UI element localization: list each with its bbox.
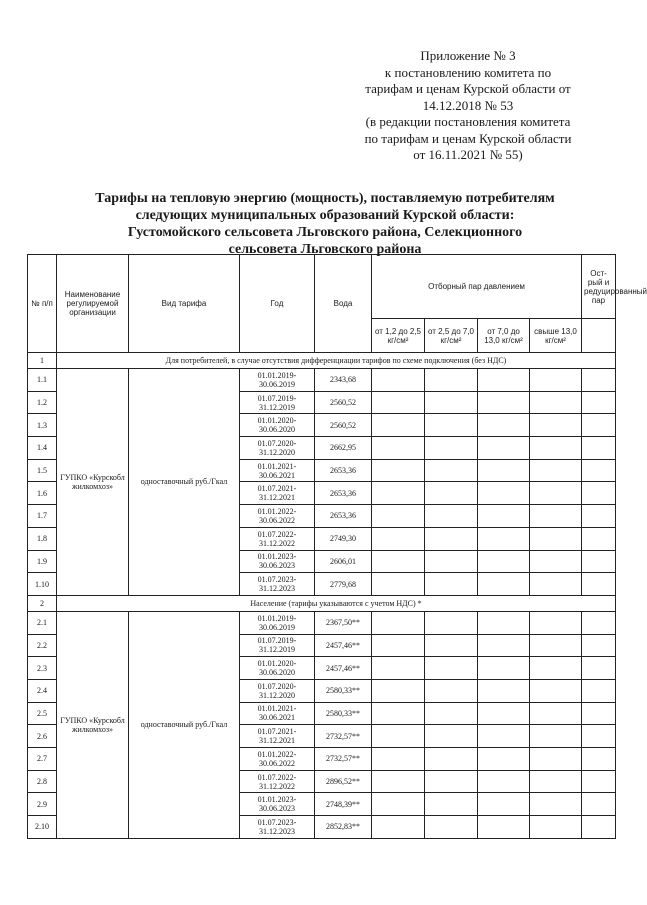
row-empty-cell bbox=[425, 679, 478, 702]
row-empty-cell bbox=[372, 634, 425, 657]
row-empty-cell bbox=[372, 527, 425, 550]
row-empty-cell bbox=[582, 391, 616, 414]
row-empty-cell bbox=[425, 657, 478, 680]
row-water-value: 2367,50** bbox=[315, 611, 372, 634]
row-empty-cell bbox=[425, 816, 478, 839]
row-num: 1.7 bbox=[28, 505, 57, 528]
appendix-line: тарифам и ценам Курской области от bbox=[365, 81, 571, 96]
row-empty-cell bbox=[530, 793, 582, 816]
row-num: 2.8 bbox=[28, 770, 57, 793]
row-empty-cell bbox=[425, 611, 478, 634]
row-empty-cell bbox=[425, 793, 478, 816]
row-empty-cell bbox=[425, 369, 478, 392]
row-empty-cell bbox=[530, 611, 582, 634]
row-water-value: 2749,30 bbox=[315, 527, 372, 550]
row-num: 2.4 bbox=[28, 679, 57, 702]
row-empty-cell bbox=[582, 657, 616, 680]
row-water-value: 2653,36 bbox=[315, 505, 372, 528]
header-steam: Отборный пар давлением bbox=[372, 255, 582, 319]
row-empty-cell bbox=[582, 482, 616, 505]
row-empty-cell bbox=[425, 573, 478, 596]
row-empty-cell bbox=[478, 437, 530, 460]
row-empty-cell bbox=[372, 748, 425, 771]
row-period: 01.01.2023-30.06.2023 bbox=[240, 793, 315, 816]
row-empty-cell bbox=[425, 437, 478, 460]
tariff-kind: одноставочный руб./Гкал bbox=[129, 611, 240, 838]
row-period: 01.01.2021-30.06.2021 bbox=[240, 459, 315, 482]
row-num: 1.8 bbox=[28, 527, 57, 550]
appendix-line: от 16.11.2021 № 55) bbox=[413, 147, 523, 162]
row-empty-cell bbox=[425, 748, 478, 771]
row-empty-cell bbox=[478, 369, 530, 392]
row-water-value: 2662,95 bbox=[315, 437, 372, 460]
row-water-value: 2779,68 bbox=[315, 573, 372, 596]
row-empty-cell bbox=[372, 573, 425, 596]
row-empty-cell bbox=[582, 634, 616, 657]
row-num: 1.10 bbox=[28, 573, 57, 596]
row-empty-cell bbox=[425, 505, 478, 528]
row-empty-cell bbox=[582, 369, 616, 392]
row-empty-cell bbox=[372, 414, 425, 437]
row-num: 1.6 bbox=[28, 482, 57, 505]
row-num: 1.4 bbox=[28, 437, 57, 460]
row-empty-cell bbox=[372, 725, 425, 748]
row-empty-cell bbox=[425, 770, 478, 793]
row-empty-cell bbox=[478, 770, 530, 793]
header-org: Наименование регулируемой организации bbox=[57, 255, 129, 353]
row-empty-cell bbox=[582, 793, 616, 816]
row-empty-cell bbox=[478, 482, 530, 505]
row-empty-cell bbox=[582, 748, 616, 771]
header-sharp-steam: Ост-рый и редуцированный пар bbox=[582, 255, 616, 319]
row-empty-cell bbox=[372, 391, 425, 414]
row-empty-cell bbox=[372, 369, 425, 392]
row-empty-cell bbox=[530, 459, 582, 482]
row-empty-cell bbox=[478, 550, 530, 573]
appendix-line: (в редакции постановления комитета bbox=[365, 114, 571, 129]
row-period: 01.07.2023-31.12.2023 bbox=[240, 573, 315, 596]
row-empty-cell bbox=[530, 816, 582, 839]
row-empty-cell bbox=[372, 770, 425, 793]
row-period: 01.01.2022-30.06.2022 bbox=[240, 748, 315, 771]
row-num: 2.5 bbox=[28, 702, 57, 725]
row-water-value: 2896,52** bbox=[315, 770, 372, 793]
row-num: 1.1 bbox=[28, 369, 57, 392]
row-empty-cell bbox=[478, 505, 530, 528]
row-empty-cell bbox=[530, 550, 582, 573]
row-num: 2.2 bbox=[28, 634, 57, 657]
row-period: 01.07.2022-31.12.2022 bbox=[240, 527, 315, 550]
organization-name: ГУПКО «Курскобл жилкомхоз» bbox=[57, 369, 129, 596]
row-empty-cell bbox=[582, 550, 616, 573]
row-empty-cell bbox=[530, 437, 582, 460]
row-empty-cell bbox=[425, 725, 478, 748]
row-empty-cell bbox=[372, 482, 425, 505]
section-row bbox=[28, 353, 616, 369]
header-year: Год bbox=[240, 255, 315, 353]
header-pressure-4: свыше 13,0 кг/см² bbox=[530, 319, 582, 353]
organization-name: ГУПКО «Курскобл жилкомхоз» bbox=[57, 611, 129, 838]
section-label: Население (тарифы указываются с учетом НДС) * bbox=[57, 595, 616, 611]
row-empty-cell bbox=[372, 611, 425, 634]
row-period: 01.01.2020-30.06.2020 bbox=[240, 657, 315, 680]
section-num: 2 bbox=[28, 595, 57, 611]
row-empty-cell bbox=[425, 527, 478, 550]
row-water-value: 2560,52 bbox=[315, 414, 372, 437]
row-empty-cell bbox=[530, 770, 582, 793]
row-empty-cell bbox=[425, 634, 478, 657]
row-empty-cell bbox=[582, 770, 616, 793]
row-empty-cell bbox=[478, 679, 530, 702]
header-water: Вода bbox=[315, 255, 372, 353]
row-empty-cell bbox=[582, 527, 616, 550]
row-num: 1.9 bbox=[28, 550, 57, 573]
row-water-value: 2560,52 bbox=[315, 391, 372, 414]
row-num: 2.1 bbox=[28, 611, 57, 634]
row-water-value: 2343,68 bbox=[315, 369, 372, 392]
row-empty-cell bbox=[372, 505, 425, 528]
row-empty-cell bbox=[372, 702, 425, 725]
section-label: Для потребителей, в случае отсутствия дифференциации тарифов по схеме подключения (без НДС) bbox=[57, 353, 616, 369]
row-empty-cell bbox=[582, 573, 616, 596]
row-empty-cell bbox=[582, 816, 616, 839]
tariff-table bbox=[27, 254, 647, 839]
row-period: 01.07.2023-31.12.2023 bbox=[240, 816, 315, 839]
row-empty-cell bbox=[530, 573, 582, 596]
row-empty-cell bbox=[478, 793, 530, 816]
row-empty-cell bbox=[530, 657, 582, 680]
appendix-line: 14.12.2018 № 53 bbox=[422, 97, 514, 113]
appendix-reference bbox=[318, 48, 618, 164]
row-empty-cell bbox=[425, 482, 478, 505]
row-empty-cell bbox=[530, 482, 582, 505]
row-water-value: 2653,36 bbox=[315, 459, 372, 482]
row-num: 2.3 bbox=[28, 657, 57, 680]
row-empty-cell bbox=[530, 634, 582, 657]
row-period: 01.01.2023-30.06.2023 bbox=[240, 550, 315, 573]
row-empty-cell bbox=[478, 527, 530, 550]
document-title bbox=[60, 190, 590, 258]
row-period: 01.07.2020-31.12.2020 bbox=[240, 679, 315, 702]
row-period: 01.07.2021-31.12.2021 bbox=[240, 725, 315, 748]
row-water-value: 2732,57** bbox=[315, 725, 372, 748]
row-empty-cell bbox=[425, 391, 478, 414]
row-empty-cell bbox=[372, 793, 425, 816]
row-empty-cell bbox=[372, 459, 425, 482]
row-empty-cell bbox=[582, 505, 616, 528]
header-num: № п/п bbox=[28, 255, 57, 353]
row-water-value: 2580,33** bbox=[315, 679, 372, 702]
row-empty-cell bbox=[582, 679, 616, 702]
title-line: Тарифы на тепловую энергию (мощность), поставляемую потребителям bbox=[95, 191, 555, 206]
section-num: 1 bbox=[28, 353, 57, 369]
title-line: сельсовета Льговского района bbox=[228, 242, 422, 257]
header-pressure-1: от 1,2 до 2,5 кг/см² bbox=[372, 319, 425, 353]
row-empty-cell bbox=[372, 679, 425, 702]
table-row bbox=[28, 369, 616, 392]
row-empty-cell bbox=[425, 459, 478, 482]
row-empty-cell bbox=[372, 816, 425, 839]
row-empty-cell bbox=[582, 725, 616, 748]
row-period: 01.01.2019-30.06.2019 bbox=[240, 369, 315, 392]
row-num: 1.2 bbox=[28, 391, 57, 414]
row-empty-cell bbox=[582, 702, 616, 725]
row-period: 01.07.2022-31.12.2022 bbox=[240, 770, 315, 793]
row-period: 01.07.2019-31.12.2019 bbox=[240, 391, 315, 414]
row-empty-cell bbox=[372, 437, 425, 460]
row-water-value: 2606,01 bbox=[315, 550, 372, 573]
row-period: 01.01.2020-30.06.2020 bbox=[240, 414, 315, 437]
header-pressure-3: от 7,0 до 13,0 кг/см² bbox=[478, 319, 530, 353]
row-num: 2.7 bbox=[28, 748, 57, 771]
appendix-line: Приложение № 3 bbox=[420, 48, 516, 63]
row-empty-cell bbox=[478, 459, 530, 482]
row-empty-cell bbox=[478, 725, 530, 748]
row-empty-cell bbox=[530, 391, 582, 414]
row-empty-cell bbox=[530, 414, 582, 437]
row-empty-cell bbox=[530, 748, 582, 771]
row-empty-cell bbox=[530, 702, 582, 725]
row-empty-cell bbox=[478, 391, 530, 414]
row-empty-cell bbox=[372, 657, 425, 680]
row-empty-cell bbox=[478, 748, 530, 771]
row-empty-cell bbox=[425, 414, 478, 437]
row-empty-cell bbox=[478, 634, 530, 657]
row-num: 1.3 bbox=[28, 414, 57, 437]
row-empty-cell bbox=[530, 679, 582, 702]
row-num: 2.9 bbox=[28, 793, 57, 816]
row-water-value: 2732,57** bbox=[315, 748, 372, 771]
row-period: 01.07.2020-31.12.2020 bbox=[240, 437, 315, 460]
row-water-value: 2852,83** bbox=[315, 816, 372, 839]
row-empty-cell bbox=[530, 725, 582, 748]
title-line: Густомойского сельсовета Льговского района, Селекционного bbox=[127, 225, 523, 240]
row-water-value: 2457,46** bbox=[315, 657, 372, 680]
row-empty-cell bbox=[478, 816, 530, 839]
row-num: 1.5 bbox=[28, 459, 57, 482]
row-period: 01.07.2019-31.12.2019 bbox=[240, 634, 315, 657]
row-water-value: 2653,36 bbox=[315, 482, 372, 505]
row-num: 2.10 bbox=[28, 816, 57, 839]
row-empty-cell bbox=[478, 702, 530, 725]
row-empty-cell bbox=[582, 437, 616, 460]
tariff-kind: одноставочный руб./Гкал bbox=[129, 369, 240, 596]
row-period: 01.01.2022-30.06.2022 bbox=[240, 505, 315, 528]
row-empty-cell bbox=[478, 414, 530, 437]
row-empty-cell bbox=[582, 611, 616, 634]
appendix-line: по тарифам и ценам Курской области bbox=[364, 130, 572, 146]
row-empty-cell bbox=[425, 550, 478, 573]
row-empty-cell bbox=[372, 550, 425, 573]
header-empty bbox=[582, 319, 616, 353]
row-empty-cell bbox=[478, 611, 530, 634]
row-period: 01.01.2021-30.06.2021 bbox=[240, 702, 315, 725]
row-empty-cell bbox=[478, 573, 530, 596]
row-water-value: 2748,39** bbox=[315, 793, 372, 816]
header-kind: Вид тарифа bbox=[129, 255, 240, 353]
table-row bbox=[28, 611, 616, 634]
section-row bbox=[28, 595, 616, 611]
row-water-value: 2457,46** bbox=[315, 634, 372, 657]
row-empty-cell bbox=[425, 702, 478, 725]
row-water-value: 2580,33** bbox=[315, 702, 372, 725]
header-pressure-2: от 2,5 до 7,0 кг/см² bbox=[425, 319, 478, 353]
header-row bbox=[28, 255, 616, 319]
row-empty-cell bbox=[582, 414, 616, 437]
row-empty-cell bbox=[478, 657, 530, 680]
row-period: 01.01.2019-30.06.2019 bbox=[240, 611, 315, 634]
title-line: следующих муниципальных образований Курской области: bbox=[135, 208, 515, 223]
row-empty-cell bbox=[530, 505, 582, 528]
appendix-line: к постановлению комитета по bbox=[384, 64, 552, 80]
row-empty-cell bbox=[582, 459, 616, 482]
row-empty-cell bbox=[530, 527, 582, 550]
row-period: 01.07.2021-31.12.2021 bbox=[240, 482, 315, 505]
row-num: 2.6 bbox=[28, 725, 57, 748]
row-empty-cell bbox=[530, 369, 582, 392]
